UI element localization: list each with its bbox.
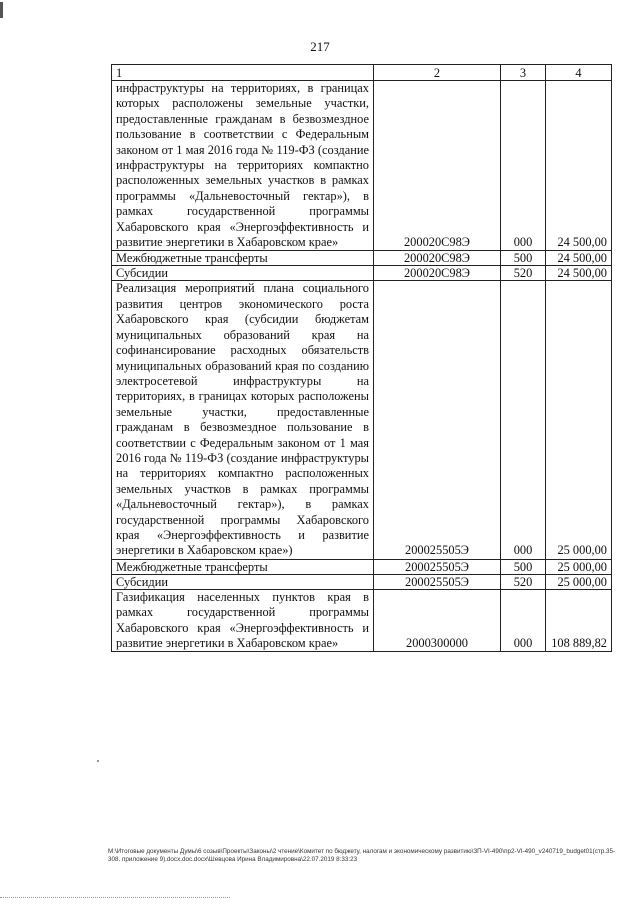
row-sum: 25 000,00 [546, 574, 612, 589]
scan-bottom-artifact [0, 897, 230, 900]
row-name: Субсидии [112, 574, 374, 589]
row-expense-type: 500 [501, 559, 546, 574]
scan-speck [97, 760, 99, 762]
row-target-code: 200025505Э [374, 281, 501, 559]
scan-edge-mark [0, 2, 3, 18]
header-col-4: 4 [546, 65, 612, 81]
table-row [112, 574, 612, 589]
row-sum: 24 500,00 [546, 81, 612, 251]
row-name: инфраструктуры на территориях, в границах которых расположены земельные участки, предоставленные гражданам в безвозмездное пользование в соответствии с Федеральным законом от 1 мая 2016 года № 119-ФЗ (создание инфраструктуры на территориях компактно расположенных земельных участков в рамках программы «Дальневосточный гектар»), в рамках государственной программы Хабаровского края «Энергоэффективность и развитие энергетики в Хабаровском крае» [112, 81, 374, 251]
row-expense-type: 000 [501, 81, 546, 251]
table-row [112, 589, 612, 652]
row-name: Субсидии [112, 266, 374, 281]
budget-table [111, 64, 612, 652]
header-col-3: 3 [501, 65, 546, 81]
file-path-footer: М:\Итоговые документы Думы\6 созыв\Проекты\Законы\2 чтение\Комитет по бюджету, налогам и экономическому развитию\ЗП-VI-490\пр2-VI-490_v240719_budget01(стр.35-308. приложение 9).docx.doc.docx\Шевцова Ирина Владимировна\22.07.2019 8:33:23 [108, 848, 616, 863]
row-sum: 25 000,00 [546, 559, 612, 574]
row-expense-type: 520 [501, 266, 546, 281]
row-expense-type: 500 [501, 251, 546, 266]
row-sum: 25 000,00 [546, 281, 612, 559]
row-name: Газификация населенных пунктов края в рамках государственной программы Хабаровского края «Энергоэффективность и развитие энергетики в Хабаровском крае» [112, 589, 374, 652]
row-expense-type: 520 [501, 574, 546, 589]
row-target-code: 200020С98Э [374, 266, 501, 281]
page-number: 217 [310, 39, 330, 54]
row-target-code: 2000300000 [374, 589, 501, 652]
table-row [112, 251, 612, 266]
row-target-code: 200025505Э [374, 574, 501, 589]
row-name: Межбюджетные трансферты [112, 251, 374, 266]
table-row [112, 281, 612, 559]
row-sum: 24 500,00 [546, 251, 612, 266]
row-target-code: 200020С98Э [374, 251, 501, 266]
header-col-2: 2 [374, 65, 501, 81]
header-col-1: 1 [112, 65, 374, 81]
row-sum: 108 889,82 [546, 589, 612, 652]
table-header-row [112, 65, 612, 81]
row-name: Реализация мероприятий плана социального развития центров экономического роста Хабаровского края (субсидии бюджетам муниципальных образований края на софинансирование расходных обязательств муниципальных образований края по созданию электросетевой инфраструктуры на территориях, в границах которых расположены земельные участки, предоставленные гражданам в безвозмездное пользование в соответствии с Федеральным законом от 1 мая 2016 года № 119-ФЗ (создание инфраструктуры на территориях компактно расположенных земельных участков в рамках программы «Дальневосточный гектар»), в рамках государственной программы Хабаровского края «Энергоэффективность и развитие энергетики в Хабаровском крае») [112, 281, 374, 559]
row-expense-type: 000 [501, 589, 546, 652]
table-row [112, 81, 612, 251]
row-expense-type: 000 [501, 281, 546, 559]
row-target-code: 200020С98Э [374, 81, 501, 251]
row-name: Межбюджетные трансферты [112, 559, 374, 574]
row-target-code: 200025505Э [374, 559, 501, 574]
table-row [112, 559, 612, 574]
row-sum: 24 500,00 [546, 266, 612, 281]
table-row [112, 266, 612, 281]
